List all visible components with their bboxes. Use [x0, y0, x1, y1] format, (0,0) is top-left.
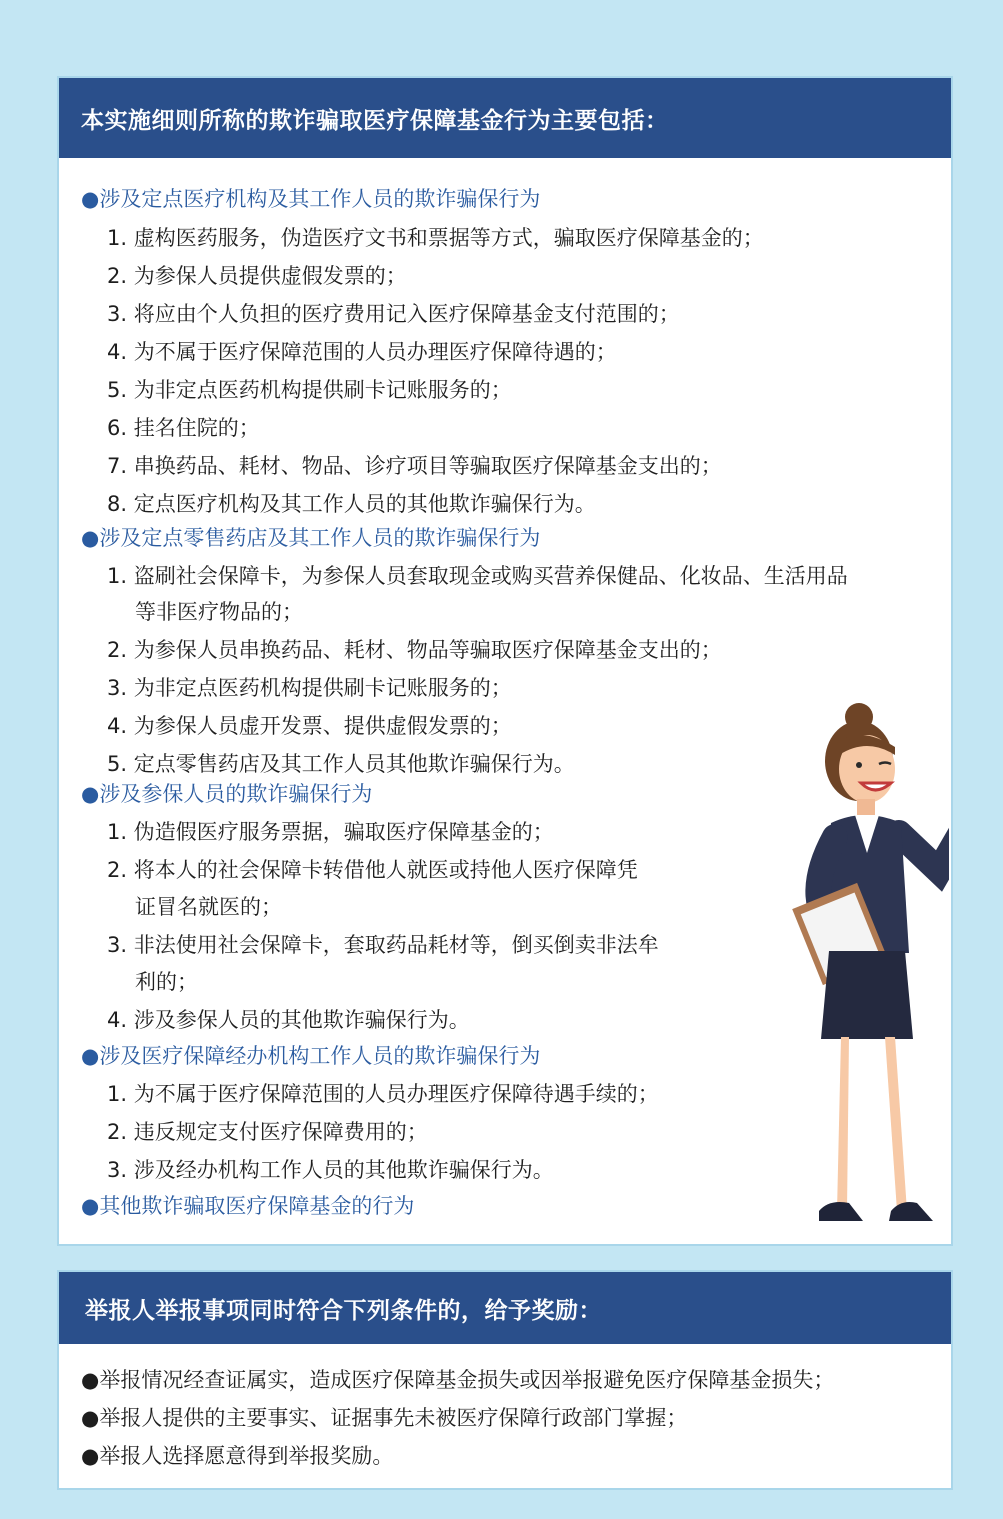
card1-header: 本实施细则所称的欺诈骗取医疗保障基金行为主要包括： — [59, 78, 951, 158]
shoe-right — [889, 1202, 933, 1221]
leg-right — [885, 1037, 907, 1211]
list-item: 1. 虚构医药服务，伪造医疗文书和票据等方式，骗取医疗保障基金的； — [107, 226, 764, 250]
list-item: 7. 串换药品、耗材、物品、诊疗项目等骗取医疗保障基金支出的； — [107, 454, 722, 478]
card2-header: 举报人举报事项同时符合下列条件的，给予奖励： — [59, 1272, 951, 1344]
list-item: 4. 为参保人员虚开发票、提供虚假发票的； — [107, 714, 512, 738]
list-item: 1. 为不属于医疗保障范围的人员办理医疗保障待遇手续的； — [107, 1082, 659, 1106]
bullet-dot: ● — [81, 1194, 100, 1218]
bullet-dot: ● — [81, 1044, 100, 1068]
raised-arm — [899, 833, 949, 871]
list-item: 5. 定点零售药店及其工作人员其他欺诈骗保行为。 — [107, 752, 575, 776]
condition-item: ●举报情况经查证属实，造成医疗保障基金损失或因举报避免医疗保障基金损失； — [81, 1368, 835, 1392]
list-item: 5. 为非定点医药机构提供刷卡记账服务的； — [107, 378, 512, 402]
businesswoman-illustration — [749, 703, 949, 1223]
section-title-agency-staff: ●涉及医疗保障经办机构工作人员的欺诈骗保行为 — [81, 1044, 541, 1068]
list-item: 6. 挂名住院的； — [107, 416, 260, 440]
list-item: 4. 涉及参保人员的其他欺诈骗保行为。 — [107, 1008, 470, 1032]
list-item: 3. 非法使用社会保障卡，套取药品耗材等，倒买倒卖非法牟 — [107, 933, 659, 957]
skirt — [821, 951, 913, 1039]
list-item: 4. 为不属于医疗保障范围的人员办理医疗保障待遇的； — [107, 340, 617, 364]
list-item: 1. 伪造假医疗服务票据，骗取医疗保障基金的； — [107, 820, 554, 844]
condition-item: ●举报人选择愿意得到举报奖励。 — [81, 1444, 394, 1468]
section-title-medical-institutions: ●涉及定点医疗机构及其工作人员的欺诈骗保行为 — [81, 187, 541, 211]
list-item-continuation: 证冒名就医的； — [135, 895, 282, 919]
section-title-other-fraud: ●其他欺诈骗取医疗保障基金的行为 — [81, 1194, 415, 1218]
list-item-continuation: 等非医疗物品的； — [135, 600, 303, 624]
neck — [857, 799, 875, 817]
list-item: 3. 涉及经办机构工作人员的其他欺诈骗保行为。 — [107, 1158, 554, 1182]
list-item: 3. 将应由个人负担的医疗费用记入医疗保障基金支付范围的； — [107, 302, 680, 326]
bullet-dot: ● — [81, 526, 100, 550]
list-item: 2. 违反规定支付医疗保障费用的； — [107, 1120, 428, 1144]
list-item: 2. 为参保人员提供虚假发票的； — [107, 264, 407, 288]
list-item: 2. 为参保人员串换药品、耗材、物品等骗取医疗保障基金支出的； — [107, 638, 722, 662]
condition-item: ●举报人提供的主要事实、证据事先未被医疗保障行政部门掌握； — [81, 1406, 688, 1430]
leg-left — [837, 1037, 849, 1211]
list-item: 1. 盗刷社会保障卡，为参保人员套取现金或购买营养保健品、化妆品、生活用品 — [107, 564, 848, 588]
list-item: 2. 将本人的社会保障卡转借他人就医或持他人医疗保障凭 — [107, 858, 638, 882]
shoe-left — [819, 1202, 863, 1221]
list-item-continuation: 利的； — [135, 970, 198, 994]
fraud-behaviors-card — [57, 76, 953, 1246]
reward-conditions-card — [57, 1270, 953, 1490]
bullet-dot: ● — [81, 187, 100, 211]
bullet-dot: ● — [81, 782, 100, 806]
eye-left — [856, 762, 862, 768]
list-item: 3. 为非定点医药机构提供刷卡记账服务的； — [107, 676, 512, 700]
section-title-insured-persons: ●涉及参保人员的欺诈骗保行为 — [81, 782, 373, 806]
list-item: 8. 定点医疗机构及其工作人员的其他欺诈骗保行为。 — [107, 492, 596, 516]
section-title-retail-pharmacies: ●涉及定点零售药店及其工作人员的欺诈骗保行为 — [81, 526, 541, 550]
